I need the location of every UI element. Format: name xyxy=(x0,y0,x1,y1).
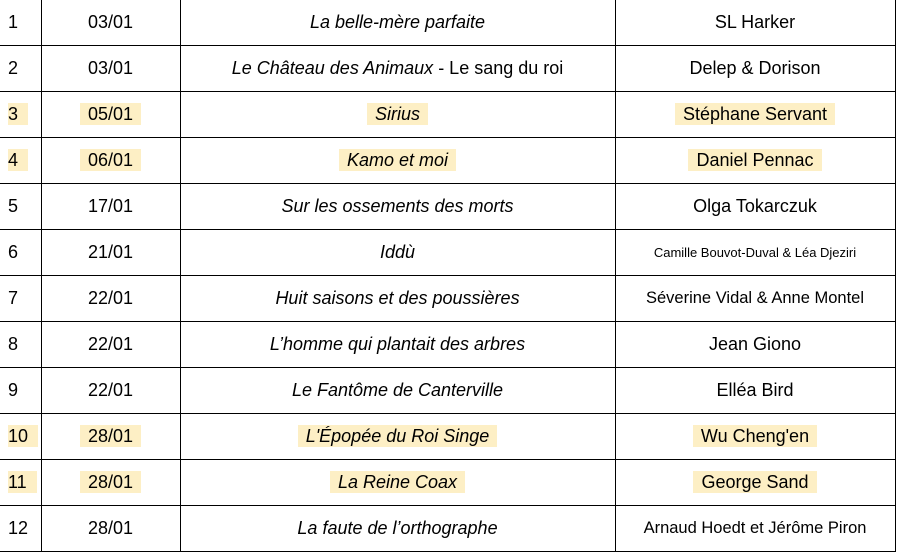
book-author: Daniel Pennac xyxy=(688,149,821,171)
author-cell xyxy=(615,138,895,184)
book-author: Arnaud Hoedt et Jérôme Piron xyxy=(643,519,867,537)
row-date: 22/01 xyxy=(87,334,134,354)
title-cell xyxy=(180,506,615,552)
date-cell xyxy=(41,92,180,138)
row-number: 7 xyxy=(8,288,19,308)
row-number: 10 xyxy=(8,425,38,447)
author-cell xyxy=(615,460,895,506)
table-row xyxy=(0,46,895,92)
author-cell xyxy=(615,322,895,368)
book-author: SL Harker xyxy=(714,12,796,32)
book-author: Jean Giono xyxy=(708,334,802,354)
row-date: 05/01 xyxy=(80,103,141,125)
table-row xyxy=(0,276,895,322)
book-title-main: La Reine Coax xyxy=(337,472,458,492)
row-number-cell xyxy=(0,184,41,230)
author-cell xyxy=(615,92,895,138)
date-cell xyxy=(41,368,180,414)
table-row-highlighted xyxy=(0,414,895,460)
table-row xyxy=(0,368,895,414)
date-cell xyxy=(41,0,180,46)
table-row-highlighted xyxy=(0,92,895,138)
row-number: 5 xyxy=(8,196,19,216)
book-author: Camille Bouvot-Duval & Léa Djeziri xyxy=(653,245,857,260)
book-author: Elléa Bird xyxy=(716,380,794,400)
book-title xyxy=(367,103,428,125)
book-title xyxy=(310,12,485,32)
row-number-cell xyxy=(0,506,41,552)
table-row-highlighted xyxy=(0,460,895,506)
title-cell xyxy=(180,230,615,276)
title-cell xyxy=(180,138,615,184)
table-row xyxy=(0,322,895,368)
book-title-main: Huit saisons et des poussières xyxy=(275,288,520,308)
table-row xyxy=(0,0,895,46)
row-number-cell xyxy=(0,322,41,368)
row-date: 21/01 xyxy=(87,242,134,262)
row-date: 22/01 xyxy=(87,380,134,400)
book-title xyxy=(232,58,564,78)
author-cell xyxy=(615,414,895,460)
date-cell xyxy=(41,322,180,368)
title-cell xyxy=(180,46,615,92)
row-number: 9 xyxy=(8,380,19,400)
row-number-cell xyxy=(0,138,41,184)
book-author: Séverine Vidal & Anne Montel xyxy=(645,289,864,307)
book-title-main: Iddù xyxy=(379,242,416,262)
row-number-cell xyxy=(0,92,41,138)
row-date: 22/01 xyxy=(87,288,134,308)
row-date: 03/01 xyxy=(87,58,134,78)
row-number-cell xyxy=(0,46,41,92)
book-author: Olga Tokarczuk xyxy=(693,196,817,216)
book-title xyxy=(292,380,503,400)
book-author: Stéphane Servant xyxy=(675,103,835,125)
date-cell xyxy=(41,414,180,460)
title-cell xyxy=(180,0,615,46)
date-cell xyxy=(41,460,180,506)
book-title xyxy=(270,334,525,354)
title-cell xyxy=(180,368,615,414)
row-number-cell xyxy=(0,230,41,276)
row-number: 4 xyxy=(8,149,28,171)
title-cell xyxy=(180,460,615,506)
book-title-main: La faute de l’orthographe xyxy=(297,518,498,538)
title-cell xyxy=(180,414,615,460)
row-number-cell xyxy=(0,460,41,506)
row-date: 06/01 xyxy=(80,149,141,171)
table-row xyxy=(0,184,895,230)
title-cell xyxy=(180,322,615,368)
book-title-main: Sur les ossements des morts xyxy=(281,196,514,216)
author-cell xyxy=(615,46,895,92)
title-cell xyxy=(180,92,615,138)
row-number-cell xyxy=(0,414,41,460)
title-cell xyxy=(180,184,615,230)
row-number: 3 xyxy=(8,103,28,125)
row-number-cell xyxy=(0,368,41,414)
book-title-main: Le Château des Animaux xyxy=(231,58,434,78)
book-title-main: L'Épopée du Roi Singe xyxy=(305,426,490,446)
book-title xyxy=(298,425,498,447)
date-cell xyxy=(41,46,180,92)
book-title xyxy=(275,288,519,308)
author-cell xyxy=(615,0,895,46)
row-date: 17/01 xyxy=(87,196,134,216)
book-title xyxy=(339,149,456,171)
row-number-cell xyxy=(0,0,41,46)
book-title-main: Le Fantôme de Canterville xyxy=(291,380,504,400)
book-title-main: Sirius xyxy=(374,104,420,124)
book-title-main: Kamo et moi xyxy=(346,150,449,170)
row-date: 03/01 xyxy=(87,12,134,32)
book-title xyxy=(330,471,465,493)
author-cell xyxy=(615,230,895,276)
row-number: 1 xyxy=(8,12,19,32)
row-date: 28/01 xyxy=(87,518,134,538)
title-cell xyxy=(180,276,615,322)
row-number: 8 xyxy=(8,334,19,354)
table-row xyxy=(0,506,895,552)
book-author: Delep & Dorison xyxy=(689,58,821,78)
table-row-highlighted xyxy=(0,138,895,184)
book-title-main: L’homme qui plantait des arbres xyxy=(269,334,526,354)
author-cell xyxy=(615,368,895,414)
book-author: George Sand xyxy=(693,471,816,493)
date-cell xyxy=(41,276,180,322)
author-cell xyxy=(615,276,895,322)
row-number: 6 xyxy=(8,242,19,262)
author-cell xyxy=(615,184,895,230)
book-title xyxy=(281,196,513,216)
book-title-suffix: - Le sang du roi xyxy=(433,58,564,78)
author-cell xyxy=(615,506,895,552)
row-number: 2 xyxy=(8,58,19,78)
table-row xyxy=(0,230,895,276)
row-date: 28/01 xyxy=(80,471,141,493)
row-number: 12 xyxy=(8,518,29,538)
book-title xyxy=(380,242,415,262)
book-title xyxy=(297,518,497,538)
row-number-cell xyxy=(0,276,41,322)
date-cell xyxy=(41,138,180,184)
book-title-main: La belle-mère parfaite xyxy=(309,12,486,32)
row-date: 28/01 xyxy=(80,425,141,447)
book-author: Wu Cheng'en xyxy=(693,425,817,447)
date-cell xyxy=(41,230,180,276)
date-cell xyxy=(41,184,180,230)
date-cell xyxy=(41,506,180,552)
row-number: 11 xyxy=(8,471,37,493)
